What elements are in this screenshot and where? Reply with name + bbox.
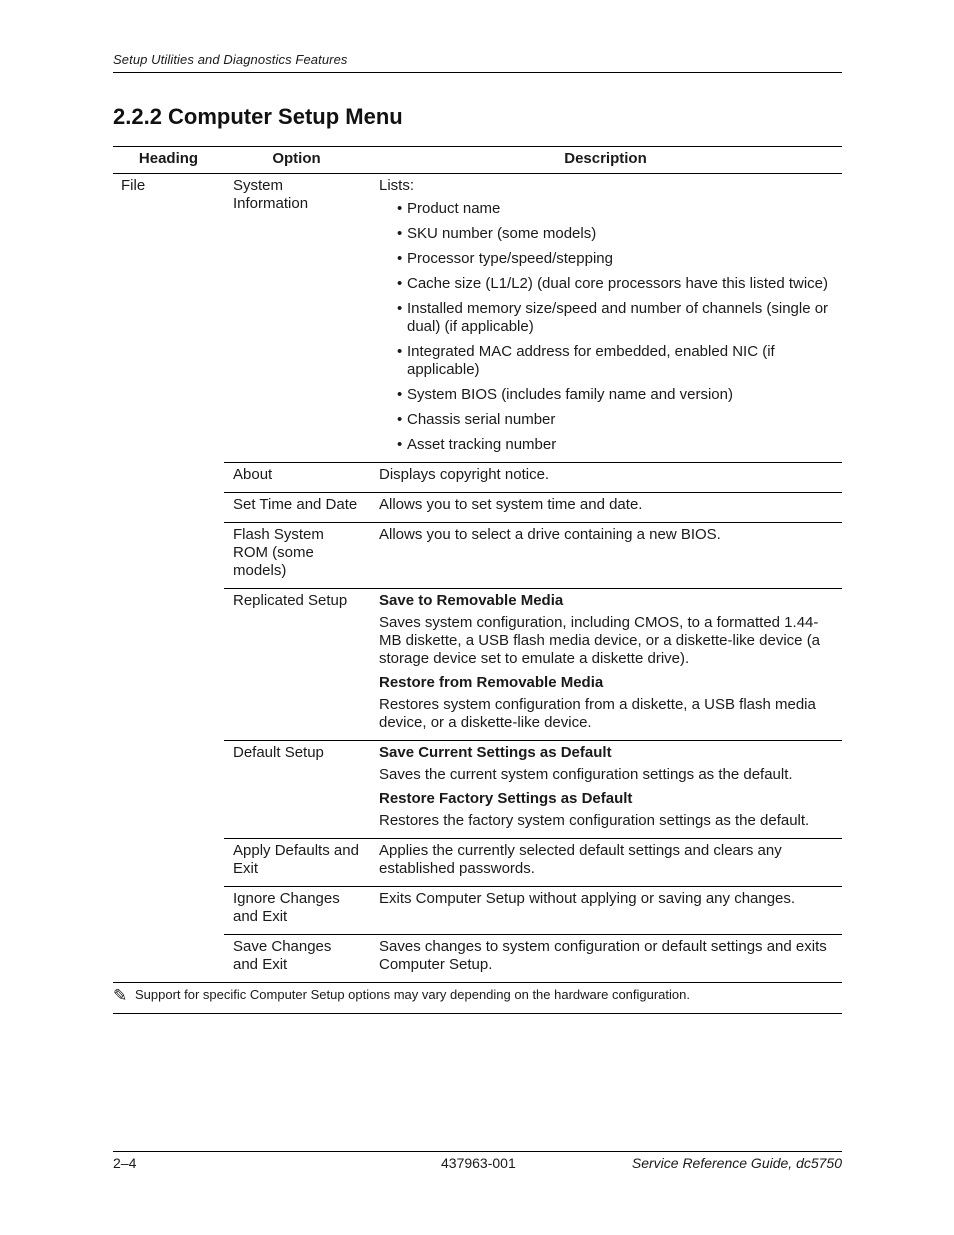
note-row: [113, 983, 842, 1014]
option-cell: Ignore Changes and Exit: [224, 887, 369, 935]
page-number: 2–4: [113, 1155, 137, 1171]
description-cell: [369, 174, 842, 463]
subheading-text: Saves the current system configuration settings as the default.: [379, 766, 793, 783]
system-info-list: [379, 200, 834, 454]
option-cell: System Information: [233, 177, 309, 212]
option-cell: Flash System ROM (some models): [224, 523, 369, 589]
description-cell: Saves changes to system configuration or default settings and exits Computer Setup.: [369, 935, 842, 983]
option-cell: Set Time and Date: [224, 493, 369, 523]
list-item: • Asset tracking number: [397, 436, 834, 454]
option-cell: Default Setup: [224, 741, 369, 839]
running-head: Setup Utilities and Diagnostics Features: [113, 52, 348, 67]
column-header-option: Option: [224, 147, 369, 174]
subheading-text: Restores system configuration from a diskette, a USB flash media device, or a diskette-like device.: [379, 696, 816, 731]
list-item: • Integrated MAC address for embedded, enabled NIC (if applicable): [397, 343, 834, 379]
description-cell: [369, 589, 842, 741]
list-item: • System BIOS (includes family name and version): [397, 386, 834, 404]
list-item: • Installed memory size/speed and number of channels (single or dual) (if applicable): [397, 300, 834, 336]
description-cell: Displays copyright notice.: [369, 463, 842, 493]
list-item: • SKU number (some models): [397, 225, 834, 243]
subheading: Save to Removable Media: [379, 592, 564, 609]
option-cell: Replicated Setup: [224, 589, 369, 741]
note-cell: [113, 983, 842, 1014]
part-number: 437963-001: [441, 1155, 516, 1171]
footer-rule: [113, 1151, 842, 1152]
list-item: • Cache size (L1/L2) (dual core processors have this listed twice): [397, 275, 834, 293]
description-cell: Allows you to set system time and date.: [369, 493, 842, 523]
lists-lead: Lists:: [379, 177, 415, 194]
section-title: 2.2.2 Computer Setup Menu: [113, 104, 403, 129]
header-rule: [113, 72, 842, 73]
description-cell: Applies the currently selected default settings and clears any established passwords.: [369, 839, 842, 887]
description-cell: Exits Computer Setup without applying or saving any changes.: [369, 887, 842, 935]
subheading-text: Saves system configuration, including CMOS, to a formatted 1.44-MB diskette, a USB flash media device, or a diskette-like device (a storage device set to emulate a diskette drive).: [379, 614, 821, 667]
note-text: Support for specific Computer Setup options may vary depending on the hardware configuration.: [135, 987, 690, 1002]
setup-menu-table: [113, 146, 842, 1014]
list-item: • Chassis serial number: [397, 411, 834, 429]
subheading: Restore Factory Settings as Default: [379, 790, 633, 807]
subheading: Restore from Removable Media: [379, 674, 604, 691]
heading-cell-file: File: [121, 177, 146, 194]
list-item: • Product name: [397, 200, 834, 218]
option-cell: About: [224, 463, 369, 493]
table-row: [113, 174, 842, 463]
description-cell: [369, 741, 842, 839]
column-header-description: Description: [369, 147, 842, 174]
option-cell: Apply Defaults and Exit: [224, 839, 369, 887]
subheading-text: Restores the factory system configuration settings as the default.: [379, 812, 810, 829]
pencil-icon: ✎: [113, 986, 128, 1005]
guide-title: Service Reference Guide, dc5750: [631, 1155, 842, 1171]
option-cell: Save Changes and Exit: [224, 935, 369, 983]
table-header-row: [113, 147, 842, 174]
description-cell: Allows you to select a drive containing a new BIOS.: [369, 523, 842, 589]
column-header-heading: Heading: [113, 147, 224, 174]
list-item: • Processor type/speed/stepping: [397, 250, 834, 268]
subheading: Save Current Settings as Default: [379, 744, 612, 761]
